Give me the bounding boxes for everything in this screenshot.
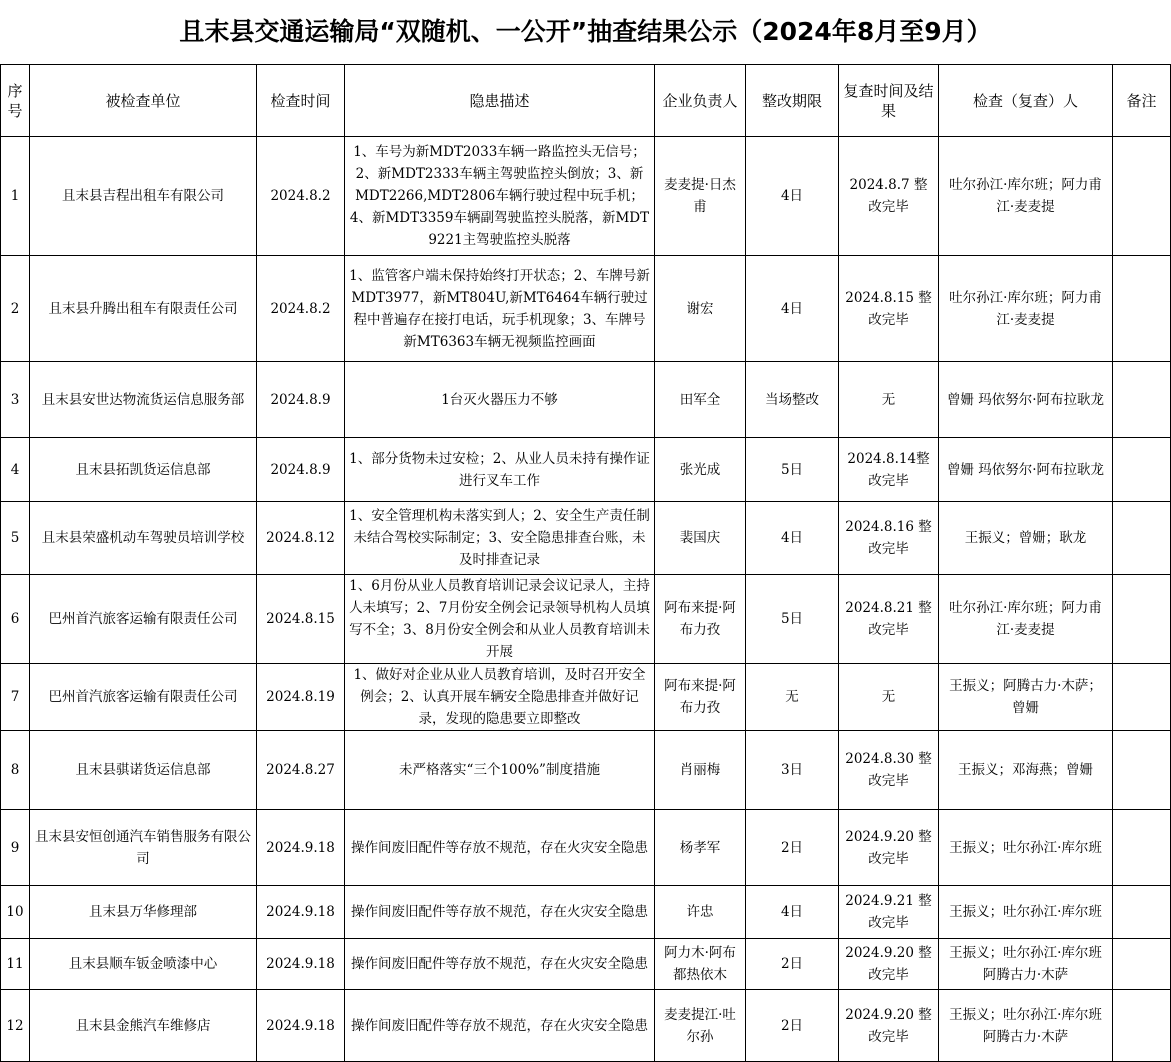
row-inspector: 王振义；曾姗；耿龙: [939, 502, 1113, 575]
row-unit: 且末县金熊汽车维修店: [30, 990, 257, 1062]
row-inspector: 吐尔孙江·库尔班；阿力甫江·麦麦提: [939, 137, 1113, 256]
header-remark: 备注: [1113, 65, 1171, 137]
row-remark: [1113, 939, 1171, 990]
table-row: [1, 886, 1171, 939]
row-date: 2024.9.18: [257, 886, 345, 939]
row-hazard: 1、6月份从业人员教育培训记录会议记录人，主持人未填写；2、7月份安全例会记录领导机构人员填写不全；3、8月份安全例会和从业人员教育培训未开展: [345, 575, 655, 664]
row-unit: 且末县骐诺货运信息部: [30, 731, 257, 810]
row-person: 阿布来提·阿布力孜: [655, 664, 746, 731]
row-person: 阿布来提·阿布力孜: [655, 575, 746, 664]
row-recheck: 2024.9.20 整改完毕: [839, 810, 939, 886]
table-row: [1, 990, 1171, 1062]
header-recheck: 复查时间及结果: [839, 65, 939, 137]
row-deadline: 2日: [746, 810, 839, 886]
row-date: 2024.9.18: [257, 990, 345, 1062]
row-inspector: 王振义；阿腾古力·木萨；曾姗: [939, 664, 1113, 731]
row-unit: 且末县升腾出租车有限责任公司: [30, 256, 257, 362]
row-recheck: 2024.8.30 整改完毕: [839, 731, 939, 810]
row-unit: 且末县荣盛机动车驾驶员培训学校: [30, 502, 257, 575]
row-unit: 且末县万华修理部: [30, 886, 257, 939]
row-inspector: 王振义；吐尔孙江·库尔班 阿腾古力·木萨: [939, 939, 1113, 990]
row-unit: 巴州首汽旅客运输有限责任公司: [30, 575, 257, 664]
table-body: [1, 137, 1171, 1062]
row-unit: 且末县安世达物流货运信息服务部: [30, 362, 257, 438]
row-deadline: 3日: [746, 731, 839, 810]
row-deadline: 2日: [746, 990, 839, 1062]
row-recheck: 2024.8.14整改完毕: [839, 438, 939, 502]
table-row: [1, 438, 1171, 502]
table-row: [1, 664, 1171, 731]
row-hazard: 1、监管客户端未保持始终打开状态；2、车牌号新MDT3977，新MT804U,新MT6464车辆行驶过程中普遍存在接打电话，玩手机现象；3、车牌号新MT6363车辆无视频监控画面: [345, 256, 655, 362]
row-inspector: 吐尔孙江·库尔班；阿力甫江·麦麦提: [939, 575, 1113, 664]
row-deadline: 5日: [746, 575, 839, 664]
row-seq: 7: [1, 664, 30, 731]
row-recheck: 2024.8.7 整改完毕: [839, 137, 939, 256]
row-remark: [1113, 990, 1171, 1062]
row-seq: 9: [1, 810, 30, 886]
table-row: [1, 362, 1171, 438]
row-remark: [1113, 362, 1171, 438]
table-row: [1, 256, 1171, 362]
row-person: 阿力木·阿布都热依木: [655, 939, 746, 990]
row-unit: 且末县拓凯货运信息部: [30, 438, 257, 502]
row-inspector: 吐尔孙江·库尔班；阿力甫江·麦麦提: [939, 256, 1113, 362]
row-seq: 1: [1, 137, 30, 256]
table-row: [1, 810, 1171, 886]
row-person: 谢宏: [655, 256, 746, 362]
row-person: 张光成: [655, 438, 746, 502]
row-date: 2024.8.2: [257, 256, 345, 362]
page-title: 且末县交通运输局“双随机、一公开”抽查结果公示（2024年8月至9月）: [179, 17, 992, 46]
row-seq: 12: [1, 990, 30, 1062]
header-unit: 被检查单位: [30, 65, 257, 137]
header-inspector: 检查（复查）人: [939, 65, 1113, 137]
row-deadline: 无: [746, 664, 839, 731]
header-hazard: 隐患描述: [345, 65, 655, 137]
row-deadline: 4日: [746, 886, 839, 939]
row-unit: 巴州首汽旅客运输有限责任公司: [30, 664, 257, 731]
header-person: 企业负责人: [655, 65, 746, 137]
row-unit: 且末县安恒创通汽车销售服务有限公司: [30, 810, 257, 886]
row-hazard: 未严格落实“三个100%”制度措施: [345, 731, 655, 810]
row-remark: [1113, 502, 1171, 575]
row-date: 2024.9.18: [257, 939, 345, 990]
row-recheck: 2024.8.16 整改完毕: [839, 502, 939, 575]
row-recheck: 2024.9.21 整改完毕: [839, 886, 939, 939]
header-deadline: 整改期限: [746, 65, 839, 137]
row-inspector: 王振义；邓海燕；曾姗: [939, 731, 1113, 810]
row-hazard: 1、安全管理机构未落实到人；2、安全生产责任制未结合驾校实际制定；3、安全隐患排查台账，未及时排查记录: [345, 502, 655, 575]
table-header-row: [1, 65, 1171, 137]
row-remark: [1113, 137, 1171, 256]
row-date: 2024.9.18: [257, 810, 345, 886]
row-recheck: 2024.8.21 整改完毕: [839, 575, 939, 664]
row-hazard: 1、做好对企业从业人员教育培训，及时召开安全例会；2、认真开展车辆安全隐患排查并做好记录，发现的隐患要立即整改: [345, 664, 655, 731]
row-remark: [1113, 731, 1171, 810]
row-deadline: 当场整改: [746, 362, 839, 438]
row-date: 2024.8.2: [257, 137, 345, 256]
row-deadline: 5日: [746, 438, 839, 502]
row-remark: [1113, 664, 1171, 731]
row-seq: 8: [1, 731, 30, 810]
row-date: 2024.8.9: [257, 362, 345, 438]
row-deadline: 4日: [746, 502, 839, 575]
row-inspector: 王振义；吐尔孙江·库尔班: [939, 810, 1113, 886]
row-inspector: 曾姗 玛依努尔·阿布拉耿龙: [939, 362, 1113, 438]
row-date: 2024.8.9: [257, 438, 345, 502]
header-seq: 序号: [1, 65, 30, 137]
row-remark: [1113, 886, 1171, 939]
row-inspector: 王振义；吐尔孙江·库尔班: [939, 886, 1113, 939]
row-seq: 2: [1, 256, 30, 362]
row-hazard: 操作间废旧配件等存放不规范，存在火灾安全隐患: [345, 810, 655, 886]
row-seq: 5: [1, 502, 30, 575]
row-seq: 6: [1, 575, 30, 664]
table-row: [1, 137, 1171, 256]
row-hazard: 操作间废旧配件等存放不规范，存在火灾安全隐患: [345, 886, 655, 939]
row-date: 2024.8.15: [257, 575, 345, 664]
row-recheck: 2024.8.15 整改完毕: [839, 256, 939, 362]
row-deadline: 4日: [746, 137, 839, 256]
row-unit: 且末县顺车钣金喷漆中心: [30, 939, 257, 990]
row-remark: [1113, 256, 1171, 362]
row-seq: 11: [1, 939, 30, 990]
row-seq: 3: [1, 362, 30, 438]
row-date: 2024.8.12: [257, 502, 345, 575]
row-hazard: 操作间废旧配件等存放不规范，存在火灾安全隐患: [345, 990, 655, 1062]
row-recheck: 无: [839, 664, 939, 731]
row-person: 麦麦提·日杰甫: [655, 137, 746, 256]
row-hazard: 1、部分货物未过安检；2、从业人员未持有操作证进行叉车工作: [345, 438, 655, 502]
inspection-results-table: [0, 64, 1171, 1062]
row-recheck: 无: [839, 362, 939, 438]
row-hazard: 操作间废旧配件等存放不规范，存在火灾安全隐患: [345, 939, 655, 990]
row-date: 2024.8.27: [257, 731, 345, 810]
row-inspector: 王振义；吐尔孙江·库尔班 阿腾古力·木萨: [939, 990, 1113, 1062]
row-deadline: 2日: [746, 939, 839, 990]
row-remark: [1113, 575, 1171, 664]
table-row: [1, 939, 1171, 990]
row-person: 裴国庆: [655, 502, 746, 575]
row-deadline: 4日: [746, 256, 839, 362]
header-date: 检查时间: [257, 65, 345, 137]
row-person: 肖丽梅: [655, 731, 746, 810]
table-row: [1, 731, 1171, 810]
row-person: 田军全: [655, 362, 746, 438]
row-person: 杨孝军: [655, 810, 746, 886]
row-date: 2024.8.19: [257, 664, 345, 731]
row-recheck: 2024.9.20 整改完毕: [839, 990, 939, 1062]
row-seq: 10: [1, 886, 30, 939]
row-hazard: 1台灭火器压力不够: [345, 362, 655, 438]
row-seq: 4: [1, 438, 30, 502]
row-remark: [1113, 438, 1171, 502]
table-row: [1, 575, 1171, 664]
row-inspector: 曾姗 玛依努尔·阿布拉耿龙: [939, 438, 1113, 502]
row-hazard: 1、车号为新MDT2033车辆一路监控头无信号；2、新MDT2333车辆主驾驶监控头倒放；3、新MDT2266,MDT2806车辆行驶过程中玩手机；4、新MDT3359车辆副驾驶监控头脱落，新MDT9221主驾驶监控头脱落: [345, 137, 655, 256]
row-person: 麦麦提江·吐尔孙: [655, 990, 746, 1062]
row-remark: [1113, 810, 1171, 886]
row-unit: 且末县吉程出租车有限公司: [30, 137, 257, 256]
row-person: 许忠: [655, 886, 746, 939]
table-row: [1, 502, 1171, 575]
row-recheck: 2024.9.20 整改完毕: [839, 939, 939, 990]
